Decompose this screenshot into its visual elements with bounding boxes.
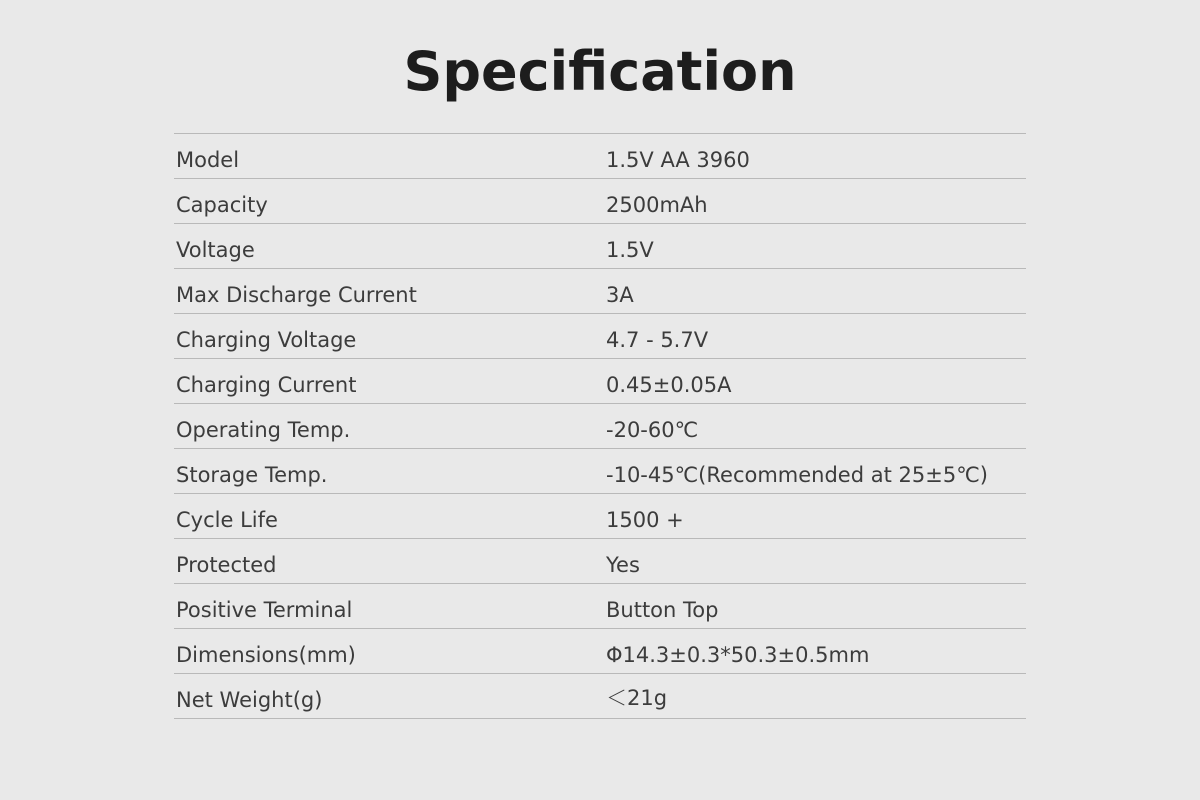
table-row (174, 223, 1026, 268)
specification-table (174, 133, 1026, 719)
spec-value: 4.7 - 5.7V (604, 313, 1026, 358)
spec-label: Protected (174, 538, 604, 583)
table-row (174, 268, 1026, 313)
spec-value: 1.5V AA 3960 (604, 133, 1026, 178)
spec-label: Max Discharge Current (174, 268, 604, 313)
spec-value: 0.45±0.05A (604, 358, 1026, 403)
spec-label: Dimensions(mm) (174, 628, 604, 673)
spec-value: -10-45℃(Recommended at 25±5℃) (604, 448, 1026, 493)
spec-value: 3A (604, 268, 1026, 313)
spec-label: Cycle Life (174, 493, 604, 538)
spec-label: Charging Voltage (174, 313, 604, 358)
spec-value: 1.5V (604, 223, 1026, 268)
table-row (174, 538, 1026, 583)
spec-label: Voltage (174, 223, 604, 268)
table-row (174, 313, 1026, 358)
spec-value: -20-60℃ (604, 403, 1026, 448)
spec-label: Charging Current (174, 358, 604, 403)
table-row (174, 178, 1026, 223)
table-row (174, 583, 1026, 628)
spec-label: Operating Temp. (174, 403, 604, 448)
table-row (174, 493, 1026, 538)
spec-label: Net Weight(g) (174, 673, 604, 718)
spec-value: Button Top (604, 583, 1026, 628)
spec-label: Model (174, 133, 604, 178)
spec-label: Storage Temp. (174, 448, 604, 493)
table-row (174, 673, 1026, 718)
spec-label: Capacity (174, 178, 604, 223)
spec-value: 2500mAh (604, 178, 1026, 223)
spec-value: Φ14.3±0.3*50.3±0.5mm (604, 628, 1026, 673)
table-row (174, 448, 1026, 493)
page-title: Specification (403, 40, 797, 103)
specification-table-body (174, 133, 1026, 718)
table-row (174, 133, 1026, 178)
spec-value: ＜21g (604, 673, 1026, 718)
spec-label: Positive Terminal (174, 583, 604, 628)
table-row (174, 403, 1026, 448)
spec-value: 1500 + (604, 493, 1026, 538)
spec-value: Yes (604, 538, 1026, 583)
table-row (174, 358, 1026, 403)
table-row (174, 628, 1026, 673)
